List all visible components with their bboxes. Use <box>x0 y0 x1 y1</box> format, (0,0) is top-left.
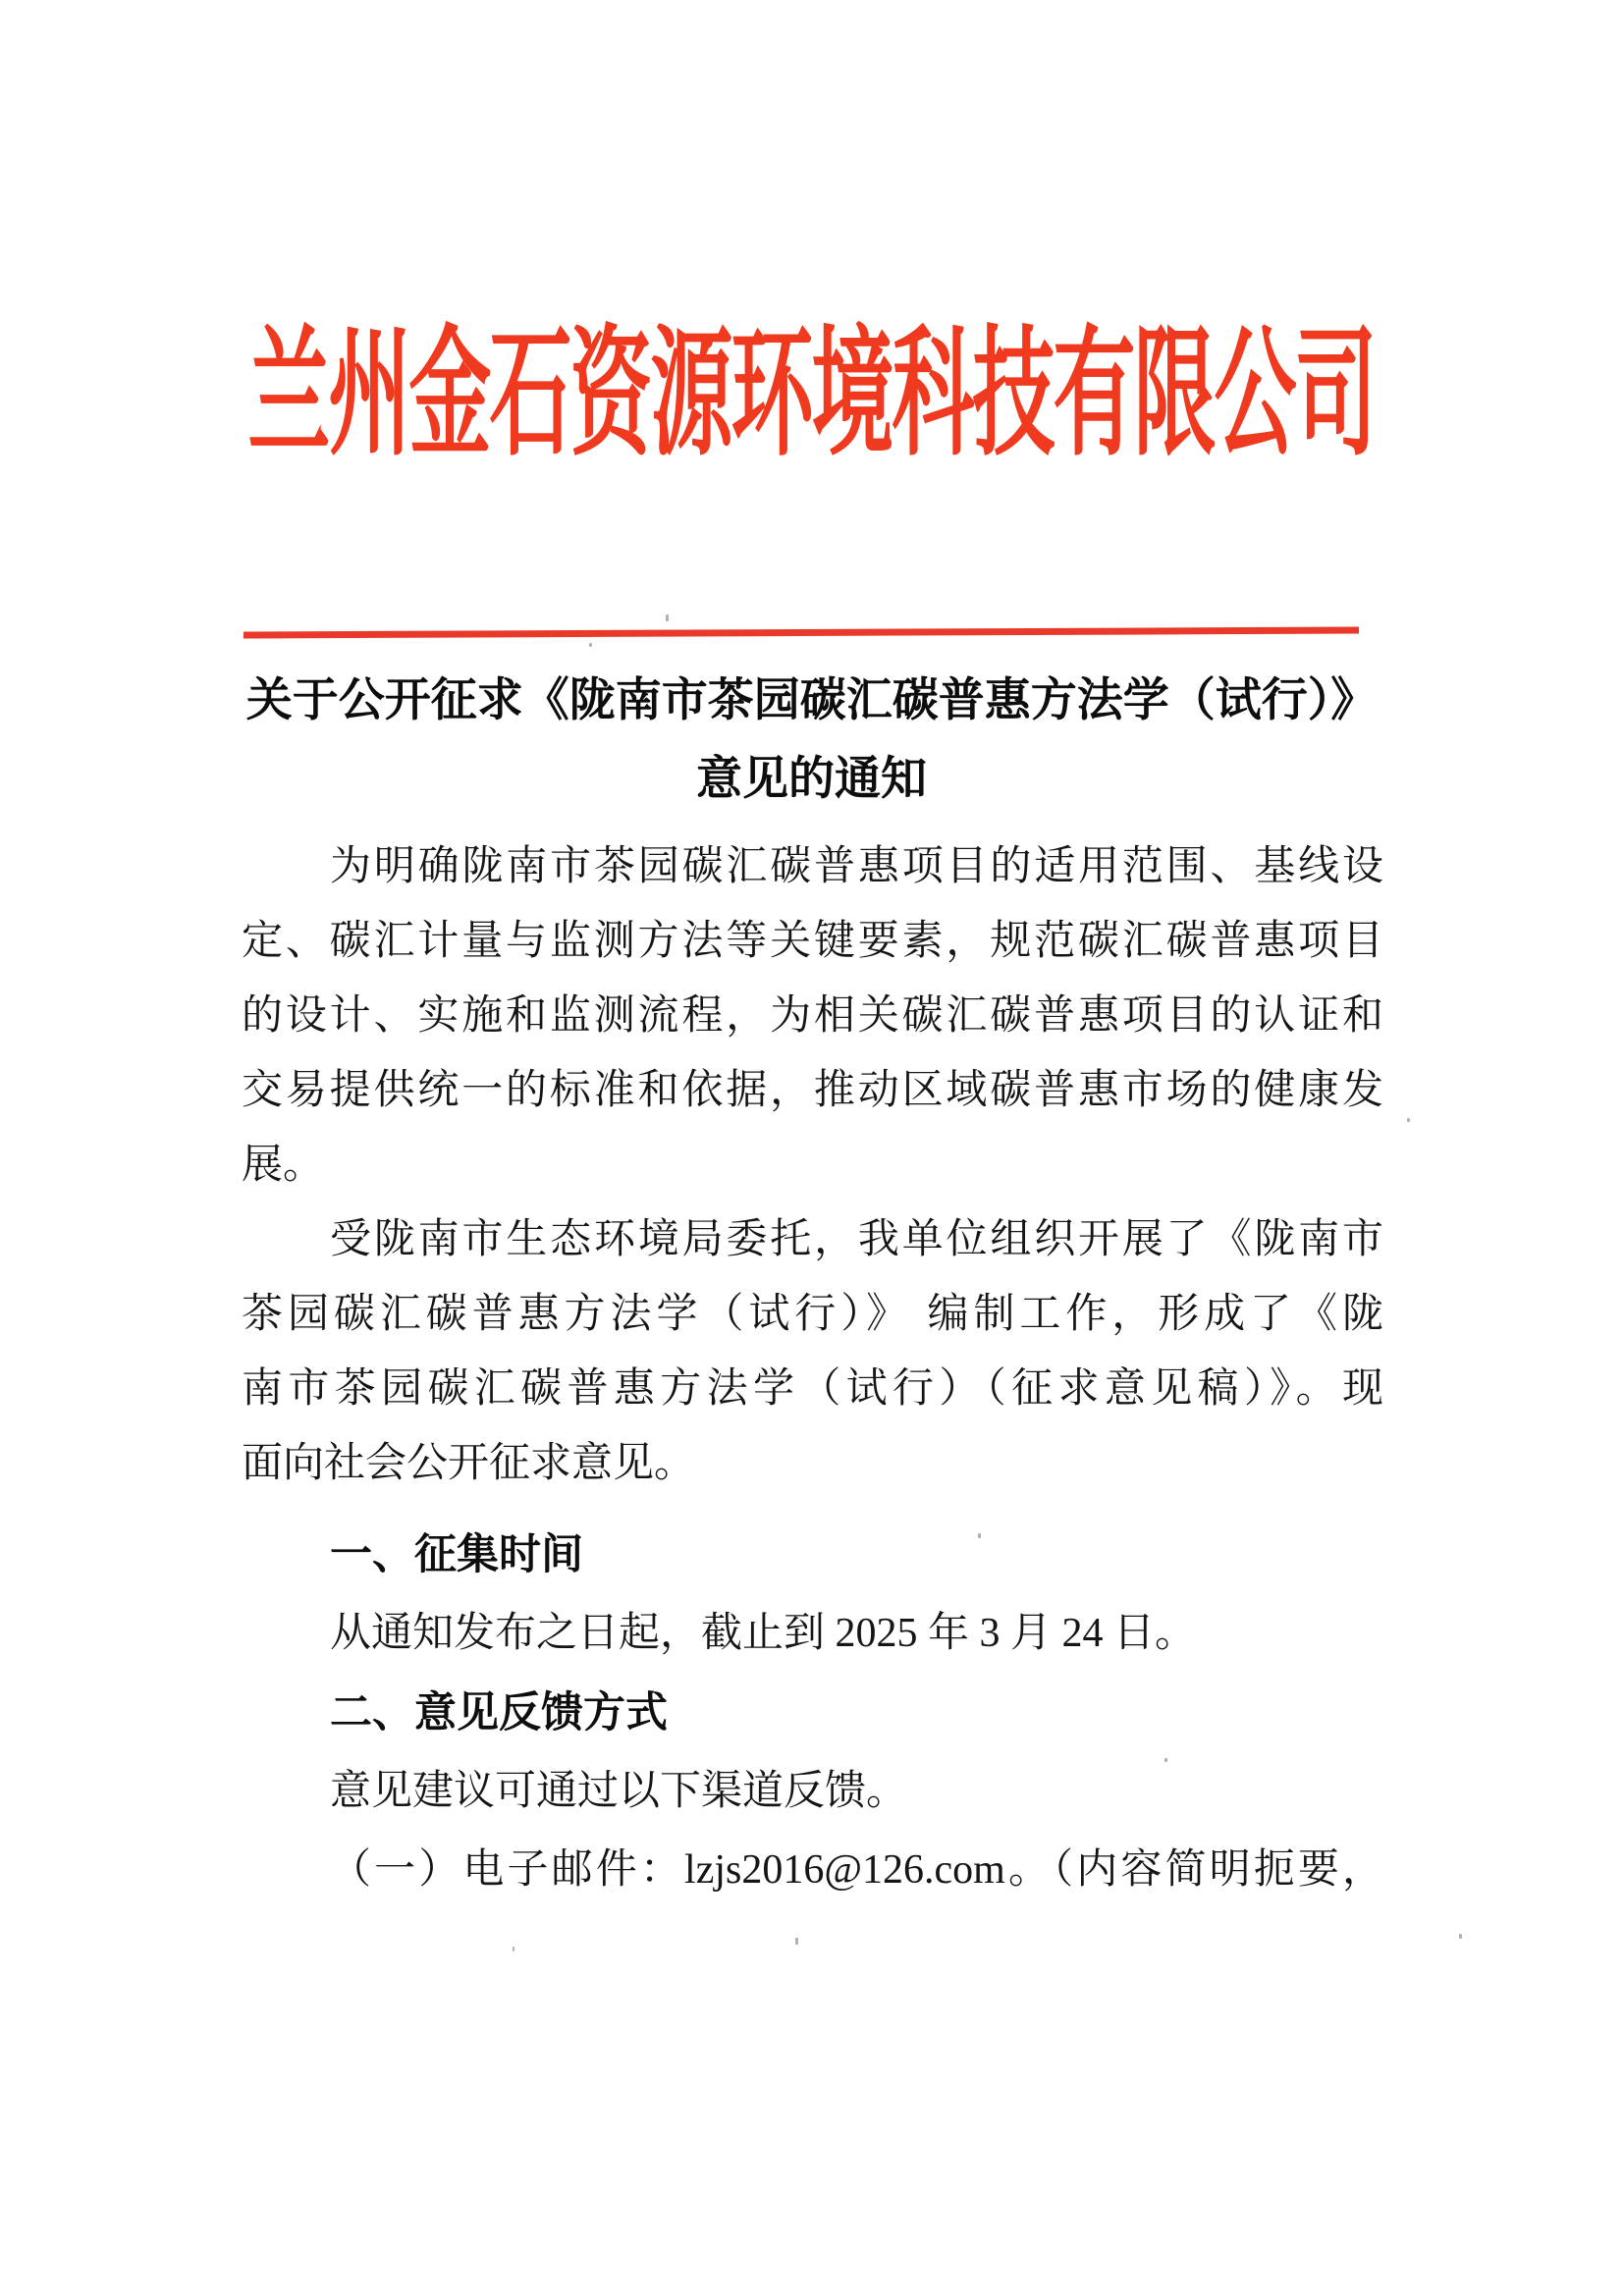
body-line: 茶园碳汇碳普惠方法学（试行）》 编制工作，形成了《陇 <box>242 1292 1383 1337</box>
scan-speck <box>589 643 592 647</box>
letterhead <box>0 282 1623 474</box>
section-heading-collection-period: 一、征集时间 <box>330 1531 583 1578</box>
scan-speck <box>978 1533 981 1538</box>
document-title-line1: 关于公开征求《陇南市茶园碳汇碳普惠方法学（试行）》 <box>245 675 1378 726</box>
body-line: 受陇南市生态环境局委托，我单位组织开展了《陇南市 <box>330 1217 1383 1262</box>
body-line-deadline: 从通知发布之日起，截止到 2025 年 3 月 24 日。 <box>330 1611 1197 1656</box>
company-name: 兰州金石资源环境科技有限公司 <box>247 318 1376 474</box>
document-body <box>242 829 1383 1909</box>
body-line: 意见建议可通过以下渠道反馈。 <box>330 1769 908 1814</box>
scan-speck <box>1459 1934 1462 1939</box>
body-line: 展。 <box>242 1143 325 1188</box>
scan-speck <box>666 614 669 621</box>
scan-speck <box>513 1947 514 1951</box>
body-line: 定、碳汇计量与监测方法等关键要素，规范碳汇碳普惠项目 <box>242 919 1383 964</box>
body-line: 为明确陇南市茶园碳汇碳普惠项目的适用范围、基线设 <box>330 844 1383 889</box>
body-line: 的设计、实施和监测流程，为相关碳汇碳普惠项目的认证和 <box>242 993 1383 1039</box>
scan-speck <box>1407 1118 1410 1122</box>
scan-speck <box>795 1938 798 1945</box>
scan-speck <box>1164 1758 1167 1762</box>
body-line: 南市茶园碳汇碳普惠方法学（试行）（征求意见稿）》。现 <box>242 1366 1383 1412</box>
document-title <box>0 662 1623 819</box>
body-line-email: （一）电子邮件：lzjs2016@126.com。（内容简明扼要， <box>330 1847 1383 1893</box>
letterhead-divider-line <box>243 627 1359 639</box>
body-line: 面向社会公开征求意见。 <box>242 1441 696 1486</box>
section-heading-feedback-method: 二、意见反馈方式 <box>330 1689 668 1736</box>
document-title-line2: 意见的通知 <box>696 754 927 805</box>
body-line: 交易提供统一的标准和依据，推动区域碳普惠市场的健康发 <box>242 1068 1383 1113</box>
